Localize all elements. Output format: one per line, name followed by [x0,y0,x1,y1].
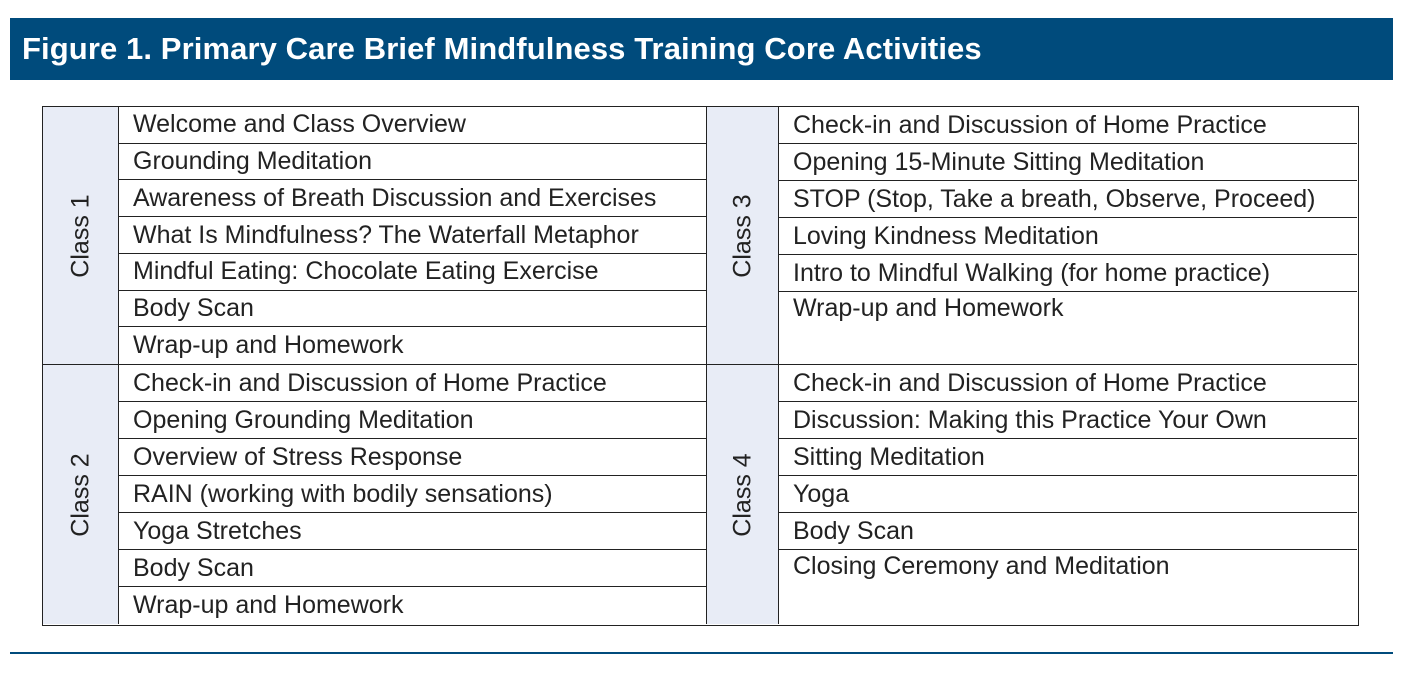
class-1-section [43,107,707,365]
activity-row: Grounding Meditation [119,144,706,181]
activity-row: Check-in and Discussion of Home Practice [779,107,1357,144]
class-4-label: Class 4 [728,452,756,537]
class-2-label: Class 2 [66,452,94,537]
activity-row: What Is Mindfulness? The Waterfall Metaphor [119,217,706,254]
class-3-activities [779,107,1357,364]
figure-title: Figure 1. Primary Care Brief Mindfulness Training Core Activities [22,31,982,66]
activity-row: Opening Grounding Meditation [119,402,706,439]
class-2-activities [119,365,706,624]
class-4-label-cell [707,365,779,624]
class-1-label-cell [43,107,119,364]
activity-row: Intro to Mindful Walking (for home practice) [779,255,1357,292]
activity-row: Body Scan [779,513,1357,550]
class-2-section [43,365,707,624]
activity-row: Body Scan [119,550,706,587]
class-1-activities [119,107,706,364]
activity-row: Wrap-up and Homework [133,331,404,360]
class-3-section [707,107,1357,365]
activity-row: Closing Ceremony and Meditation [793,552,1170,580]
bottom-divider [10,652,1393,654]
activity-row: Yoga Stretches [119,513,706,550]
activity-row: Check-in and Discussion of Home Practice [119,365,706,402]
activities-table [42,106,1359,626]
class-3-label-cell [707,107,779,364]
activity-row: Overview of Stress Response [119,439,706,476]
activity-row: Discussion: Making this Practice Your Own [779,402,1357,439]
figure-title-bar [10,18,1393,80]
class-1-label: Class 1 [66,193,94,278]
class-3-label: Class 3 [728,193,756,278]
activity-row: Check-in and Discussion of Home Practice [779,365,1357,402]
activity-row: Yoga [779,476,1357,513]
activity-row: Wrap-up and Homework [793,294,1064,322]
activity-row: Wrap-up and Homework [133,591,404,619]
activity-row: Sitting Meditation [779,439,1357,476]
activity-row: RAIN (working with bodily sensations) [119,476,706,513]
activity-row: Body Scan [119,291,706,328]
activity-row: Welcome and Class Overview [119,107,706,144]
activity-row: Mindful Eating: Chocolate Eating Exercise [119,254,706,291]
class-4-section [707,365,1357,624]
activity-row: Loving Kindness Meditation [779,218,1357,255]
activity-row: STOP (Stop, Take a breath, Observe, Proceed) [779,181,1357,218]
class-2-label-cell [43,365,119,624]
activity-row: Opening 15-Minute Sitting Meditation [779,144,1357,181]
activity-row: Awareness of Breath Discussion and Exercises [119,180,706,217]
class-4-activities [779,365,1357,624]
